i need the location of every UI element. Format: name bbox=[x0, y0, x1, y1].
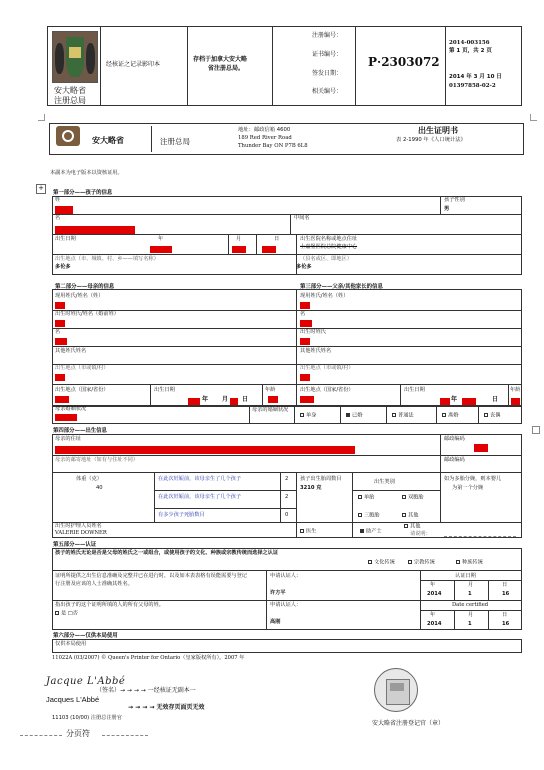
place-value: 多伦多 bbox=[55, 264, 71, 270]
redacted-father-country bbox=[300, 396, 314, 403]
cert-month-2: 1 bbox=[468, 621, 472, 627]
father-year: 年 bbox=[451, 396, 458, 403]
children-row-1: 在此次妊娠前，该母亲生了几个孩子 bbox=[158, 476, 242, 482]
redacted-postal bbox=[474, 444, 488, 452]
office-use: 仅供本局使用 bbox=[55, 641, 87, 647]
region-label: （县名或区、即地区） bbox=[300, 256, 352, 262]
registrar-seal bbox=[374, 668, 418, 712]
cert-ymd-day-label: 日 bbox=[502, 582, 508, 588]
page-break-line bbox=[20, 735, 62, 736]
father-birth-country: 出生地点（国家/省份） bbox=[300, 387, 354, 393]
signer2-label: 申请认证人： bbox=[270, 602, 302, 608]
multiple-note-2: 为第一个分娩 bbox=[452, 485, 484, 491]
copy-label: 经核证之记录影印本 bbox=[106, 61, 161, 68]
dob-year-label: 年 bbox=[158, 236, 164, 242]
form-registrar: 注册总局 bbox=[160, 137, 190, 146]
mother-month: 月 bbox=[222, 396, 229, 403]
redacted-father-age bbox=[511, 398, 520, 405]
part1-box bbox=[52, 196, 522, 275]
cert2-ymd-day-label: 日 bbox=[502, 612, 508, 618]
dob-label: 出生日期 bbox=[55, 236, 76, 242]
hospital-value: 士嘉堡医院总院健康中心 bbox=[300, 244, 358, 250]
attendant-doctor[interactable]: 医生 bbox=[300, 529, 316, 535]
cert2-ymd-month-label: 月 bbox=[468, 612, 474, 618]
redacted-mother-surname bbox=[55, 302, 65, 309]
weight-value: 40 bbox=[96, 485, 103, 491]
part3-heading: 第三部分——父亲/其他家长的信息 bbox=[300, 284, 383, 290]
part1-heading: 第一部分——孩子的信息 bbox=[53, 190, 113, 196]
resize-handle-icon[interactable] bbox=[532, 426, 540, 434]
redacted-surname bbox=[55, 206, 73, 214]
father-day: 日 bbox=[492, 396, 499, 403]
redacted-dob-year bbox=[150, 246, 172, 253]
office-line1: 安大略省 bbox=[54, 86, 86, 95]
redacted-mother-country bbox=[55, 396, 69, 403]
father-birth-surname: 出生时姓氏 bbox=[300, 329, 326, 335]
part4-heading: 第四部分——出生信息 bbox=[53, 428, 107, 434]
mother-current-surname: 现用姓氏/姓名（姓） bbox=[55, 293, 104, 299]
redacted-mother-dob-year bbox=[188, 398, 200, 405]
address-1: 地址：邮政信箱 4600 bbox=[238, 127, 291, 133]
marital-label: 母亲婚姻状况 bbox=[55, 406, 87, 412]
part6-heading: 第六部分——仅供本局使用 bbox=[53, 633, 118, 639]
postal-label: 邮政编码 bbox=[444, 436, 465, 442]
mother-age: 年龄 bbox=[265, 387, 276, 393]
middle-label: 中间名 bbox=[294, 215, 310, 221]
marital-option-single[interactable]: 单身 bbox=[300, 413, 316, 419]
cert-ymd-year-label: 年 bbox=[430, 582, 436, 588]
ontario-crest-logo bbox=[52, 31, 98, 83]
mother-given: 名 bbox=[55, 329, 61, 335]
sign-line-2: → → → → 无效存页面页无效 bbox=[128, 704, 205, 711]
mother-birth-surname: 出生时姓氏/姓名（婚前姓） bbox=[55, 311, 119, 317]
redacted-father-given bbox=[300, 320, 312, 327]
cert-day: 16 bbox=[502, 591, 510, 597]
part2-heading: 第二部分——母亲的信息 bbox=[55, 284, 115, 290]
corner-mark bbox=[530, 114, 537, 121]
redacted-dob-month bbox=[232, 246, 246, 253]
ethnic-option[interactable]: 种族传统 bbox=[456, 560, 483, 566]
religion-option[interactable]: 宗教传统 bbox=[408, 560, 435, 566]
signer1-label: 申请认证人： bbox=[270, 573, 302, 579]
marital-option-divorced[interactable]: 离婚 bbox=[442, 413, 458, 419]
redacted-mother-birthplace bbox=[55, 374, 65, 381]
place-label: 出生地点（市、城镇、村、乡——填写名称） bbox=[55, 256, 159, 262]
gestation-label: 孩子出生胎周数目 bbox=[300, 476, 342, 482]
ontario-trillium-logo bbox=[56, 126, 80, 146]
yes-no-option[interactable]: 是 □否 bbox=[55, 611, 78, 617]
hospital-label: 出生医院名称或地点住址 bbox=[300, 236, 358, 242]
children-row-2: 在此次妊娠前，该母亲生了几个孩子 bbox=[158, 494, 242, 500]
related-no-label: 相关编号： bbox=[312, 88, 343, 95]
corner-mark bbox=[38, 114, 45, 121]
address-2: 189 Red River Road bbox=[238, 135, 292, 141]
birth-type-label: 出生类别 bbox=[374, 479, 395, 485]
deposit-text-1: 存档于加拿大安大略 bbox=[193, 56, 248, 63]
redacted-father-birthplace bbox=[300, 374, 310, 381]
cert-ymd-month-label: 月 bbox=[468, 582, 474, 588]
page-break-label: 分页符 bbox=[66, 729, 90, 738]
part5-heading: 第五部分——认证 bbox=[53, 542, 97, 548]
date-certified-label-2: Date certified bbox=[452, 602, 489, 608]
part5-box bbox=[52, 548, 522, 630]
marital-option-married[interactable]: 已婚 bbox=[346, 413, 362, 419]
cert-no-label: 证书编号： bbox=[312, 51, 343, 58]
father-given: 名 bbox=[300, 311, 306, 317]
weight-label: 体重（克） bbox=[76, 476, 102, 482]
cert-year-2: 2014 bbox=[427, 621, 442, 627]
redacted-dob-day bbox=[262, 246, 276, 253]
cert-day-2: 16 bbox=[502, 621, 510, 627]
signature-name: Jacques L'Abbé bbox=[46, 695, 100, 704]
signer2-value: 高刚 bbox=[270, 619, 281, 625]
mailing-label: 母亲的邮寄地址（如有与住址不同） bbox=[55, 457, 139, 463]
registrar-signature: Jacque L'Abbé bbox=[46, 676, 126, 687]
form-title: 出生证明书 bbox=[418, 126, 458, 135]
copyright-line: 11022A (03/2007) © Queen's Printer for Ontario（皇家版权所有）。2007 年 bbox=[52, 655, 245, 661]
postal-label2: 邮政编码 bbox=[444, 457, 465, 463]
redacted-father-surname bbox=[300, 302, 310, 309]
father-dob: 出生日期 bbox=[404, 387, 425, 393]
father-age: 年龄 bbox=[510, 387, 521, 393]
deposit-text-2: 省注册总局。 bbox=[208, 65, 245, 72]
signer1-value: 许方平 bbox=[270, 590, 286, 596]
attendant-other[interactable]: 其他 bbox=[404, 524, 420, 530]
gestation-value: 3210 克 bbox=[300, 485, 322, 491]
declare-text-2: 行注册及应该的人士准确其姓名。 bbox=[55, 581, 133, 587]
father-birthplace: 出生地点（市或镇/村） bbox=[300, 365, 354, 371]
electronic-note: 本副本为电子版本以资核证用。 bbox=[50, 170, 123, 176]
seal-caption: 安大略省注册登记官（章） bbox=[372, 720, 445, 727]
mother-birthplace: 出生地点（市或镇/村） bbox=[55, 365, 109, 371]
redacted-mother-birth-surname bbox=[55, 320, 65, 327]
mother-day: 日 bbox=[242, 396, 249, 403]
right-related: 01397858-02-2 bbox=[449, 83, 496, 89]
redacted-marital bbox=[55, 414, 77, 421]
dob-day-label: 日 bbox=[274, 236, 280, 242]
cert2-ymd-year-label: 年 bbox=[430, 612, 436, 618]
given-label: 名 bbox=[55, 215, 61, 221]
cert-year: 2014 bbox=[427, 591, 442, 597]
parents-box bbox=[52, 289, 522, 406]
attendant-name: VALERIE DOWNER bbox=[55, 530, 107, 536]
office-line2: 注册总局 bbox=[54, 96, 86, 105]
mother-dob: 出生日期 bbox=[154, 387, 175, 393]
form-subtitle: 表 2-1990 年《人口统计法》 bbox=[396, 137, 466, 143]
birth-type-twins[interactable]: 双胞胎 bbox=[402, 495, 424, 501]
birth-type-triplets[interactable]: 三胞胎 bbox=[358, 513, 380, 519]
father-current-surname: 现用姓氏/姓名（姓） bbox=[300, 293, 349, 299]
page-break-line bbox=[102, 735, 148, 736]
birth-type-single[interactable]: 单胎 bbox=[358, 495, 374, 501]
mother-year: 年 bbox=[202, 396, 209, 403]
redacted-mother-address bbox=[55, 446, 355, 454]
redacted-father-dob-month bbox=[462, 398, 476, 405]
right-page: 第 1 页，共 2 页 bbox=[449, 48, 492, 54]
date-certified-label: 认证日期 bbox=[455, 573, 476, 579]
certificate-number: P·2303072 bbox=[368, 55, 440, 69]
marital-parents-label: 母亲的婚姻状况 bbox=[252, 407, 289, 413]
dob-month-label: 月 bbox=[236, 236, 242, 242]
part5-statement: 孩子的姓氏无论是否是父母的姓氏之一或组合，或使用孩子的文化、种族或宗教传统而选择之认证 bbox=[55, 550, 279, 556]
mother-birth-country: 出生地点（国家/省份） bbox=[55, 387, 109, 393]
part6-box bbox=[52, 639, 522, 653]
please-specify: 请说明： bbox=[410, 531, 431, 537]
sign-line-1: （签名）→ → → → 一经核证无副本一 bbox=[96, 687, 196, 694]
culture-option[interactable]: 文化传统 bbox=[368, 560, 395, 566]
right-reg-no: 2014-003156 bbox=[449, 40, 490, 46]
attendant-label: 出生时护理人员姓名 bbox=[55, 523, 102, 529]
declare-text-3: 指出孩子的这个证明所填的人的所有父母的姓。 bbox=[55, 602, 164, 608]
redacted-mother-dob-month bbox=[230, 398, 238, 405]
children-row-3-value: 0 bbox=[285, 512, 289, 518]
children-row-2-value: 2 bbox=[285, 494, 289, 500]
sex-label: 孩子性别 bbox=[444, 197, 465, 203]
multiple-note-1: 如为多胎分娩，则本婴儿 bbox=[444, 476, 502, 482]
birth-type-other[interactable]: 其他 bbox=[402, 513, 418, 519]
redacted-mother-given bbox=[55, 338, 67, 345]
right-date: 2014 年 3 月 10 日 bbox=[449, 74, 502, 80]
mother-address-label: 母亲的住址 bbox=[55, 436, 81, 442]
attendant-midwife[interactable]: 助产士 bbox=[360, 529, 382, 535]
cert-month: 1 bbox=[468, 591, 472, 597]
form-office: 安大略省 bbox=[92, 136, 124, 145]
father-other-names: 其他姓氏姓名 bbox=[300, 348, 332, 354]
redacted-given-name bbox=[55, 226, 135, 234]
issue-date-label: 签发日期： bbox=[312, 70, 343, 77]
redacted-father-dob-year bbox=[440, 398, 450, 405]
surname-label: 姓 bbox=[55, 197, 61, 203]
move-handle-icon[interactable]: + bbox=[36, 184, 46, 194]
redacted-mother-age bbox=[268, 396, 278, 403]
reg-no-label: 注册编号： bbox=[312, 32, 343, 39]
mother-other-names: 其他姓氏姓名 bbox=[55, 348, 87, 354]
sex-value: 男 bbox=[444, 206, 450, 212]
redacted-father-birth-surname bbox=[300, 338, 310, 345]
children-row-3: 有多少孩子死胎数目 bbox=[158, 512, 205, 518]
marital-option-widowed[interactable]: 丧偶 bbox=[484, 413, 500, 419]
children-row-1-value: 2 bbox=[285, 476, 289, 482]
marital-option-common-law[interactable]: 普通法 bbox=[392, 413, 414, 419]
form-number: 11103 (10/00) 注册总注册官 bbox=[52, 715, 122, 721]
address-3: Thunder Bay ON P7B 6L8 bbox=[238, 143, 308, 149]
region-value: 多伦多 bbox=[296, 264, 312, 270]
declare-text-1: 证明所提供之出生信息准确及完整并已在进行时，以及如本表表格有误能需要与登记 bbox=[55, 573, 247, 579]
